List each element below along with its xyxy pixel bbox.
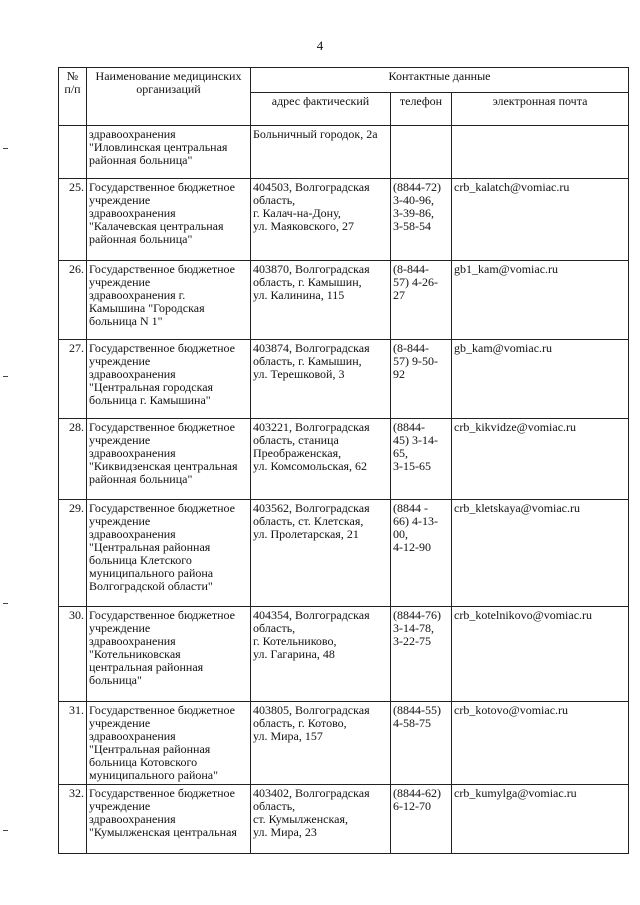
organization-name: Государственное бюджетное учреждение здравоохранения "Центральная районная больница Клетского муниципального района Волгоградской области" <box>87 500 251 607</box>
email: crb_kotelnikovo@vomiac.ru <box>452 607 629 702</box>
phone: (8844- 45) 3-14- 65, 3-15-65 <box>391 419 452 500</box>
address: 404503, Волгоградская область, г. Калач-на-Дону, ул. Маяковского, 27 <box>251 179 391 261</box>
organization-name: Государственное бюджетное учреждение здравоохранения "Котельниковская центральная районная больница" <box>87 607 251 702</box>
row-number: 25. <box>59 179 87 261</box>
organization-name: Государственное бюджетное учреждение здравоохранения г. Камышина "Городская больница N 1" <box>87 261 251 340</box>
row-number: 26. <box>59 261 87 340</box>
organization-name: Государственное бюджетное учреждение здравоохранения "Калачевская центральная районная больница" <box>87 179 251 261</box>
table-row <box>59 607 629 702</box>
address: 403221, Волгоградская область, станица Преображенская, ул. Комсомольская, 62 <box>251 419 391 500</box>
email: gb1_kam@vomiac.ru <box>452 261 629 340</box>
phone: (8844-55) 4-58-75 <box>391 702 452 785</box>
phone: (8-844- 57) 4-26- 27 <box>391 261 452 340</box>
table-row <box>59 340 629 419</box>
header-num: № п/п <box>59 68 87 126</box>
table-row <box>59 179 629 261</box>
email: crb_kumylga@vomiac.ru <box>452 785 629 854</box>
header-address: адрес фактический <box>251 93 391 126</box>
organization-name: Государственное бюджетное учреждение здравоохранения "Киквидзенская центральная районная больница" <box>87 419 251 500</box>
phone: (8844 - 66) 4-13- 00, 4-12-90 <box>391 500 452 607</box>
organization-name: Государственное бюджетное учреждение здравоохранения "Центральная районная больница Котовского муниципального района" <box>87 702 251 785</box>
row-number: 32. <box>59 785 87 854</box>
address: 403562, Волгоградская область, ст. Клетская, ул. Пролетарская, 21 <box>251 500 391 607</box>
organization-name: Государственное бюджетное учреждение здравоохранения "Центральная городская больница г. Камышина" <box>87 340 251 419</box>
phone <box>391 126 452 179</box>
margin-tick <box>3 148 8 149</box>
table-row <box>59 261 629 340</box>
phone: (8844-72) 3-40-96, 3-39-86, 3-58-54 <box>391 179 452 261</box>
row-number: 31. <box>59 702 87 785</box>
page-number: 4 <box>316 38 324 53</box>
row-number: 29. <box>59 500 87 607</box>
margin-tick <box>3 603 8 604</box>
email: crb_kikvidze@vomiac.ru <box>452 419 629 500</box>
margin-tick <box>3 830 8 831</box>
address: 403805, Волгоградская область, г. Котово, ул. Мира, 157 <box>251 702 391 785</box>
address: Больничный городок, 2а <box>251 126 391 179</box>
table-header-row <box>59 68 629 93</box>
email: crb_kalatch@vomiac.ru <box>452 179 629 261</box>
address: 403870, Волгоградская область, г. Камышин, ул. Калинина, 115 <box>251 261 391 340</box>
email: crb_kletskaya@vomiac.ru <box>452 500 629 607</box>
phone: (8844-62) 6-12-70 <box>391 785 452 854</box>
organization-name: Государственное бюджетное учреждение здравоохранения "Кумылженская центральная <box>87 785 251 854</box>
address: 404354, Волгоградская область, г. Котельниково, ул. Гагарина, 48 <box>251 607 391 702</box>
table-row <box>59 702 629 785</box>
table-row <box>59 500 629 607</box>
medical-organizations-table <box>58 67 629 854</box>
address: 403402, Волгоградская область, ст. Кумылженская, ул. Мира, 23 <box>251 785 391 854</box>
row-number: 28. <box>59 419 87 500</box>
table-row <box>59 419 629 500</box>
header-organization: Наименование медицинских организаций <box>87 68 251 126</box>
email <box>452 126 629 179</box>
row-number: 30. <box>59 607 87 702</box>
phone: (8-844- 57) 9-50- 92 <box>391 340 452 419</box>
table-row <box>59 785 629 854</box>
address: 403874, Волгоградская область, г. Камышин, ул. Терешковой, 3 <box>251 340 391 419</box>
row-number <box>59 126 87 179</box>
header-contacts: Контактные данные <box>251 68 629 93</box>
margin-tick <box>3 376 8 377</box>
row-number: 27. <box>59 340 87 419</box>
header-email: электронная почта <box>452 93 629 126</box>
table-row <box>59 126 629 179</box>
header-phone: телефон <box>391 93 452 126</box>
organization-name: здравоохранения "Иловлинская центральная районная больница" <box>87 126 251 179</box>
phone: (8844-76) 3-14-78, 3-22-75 <box>391 607 452 702</box>
email: crb_kotovo@vomiac.ru <box>452 702 629 785</box>
email: gb_kam@vomiac.ru <box>452 340 629 419</box>
